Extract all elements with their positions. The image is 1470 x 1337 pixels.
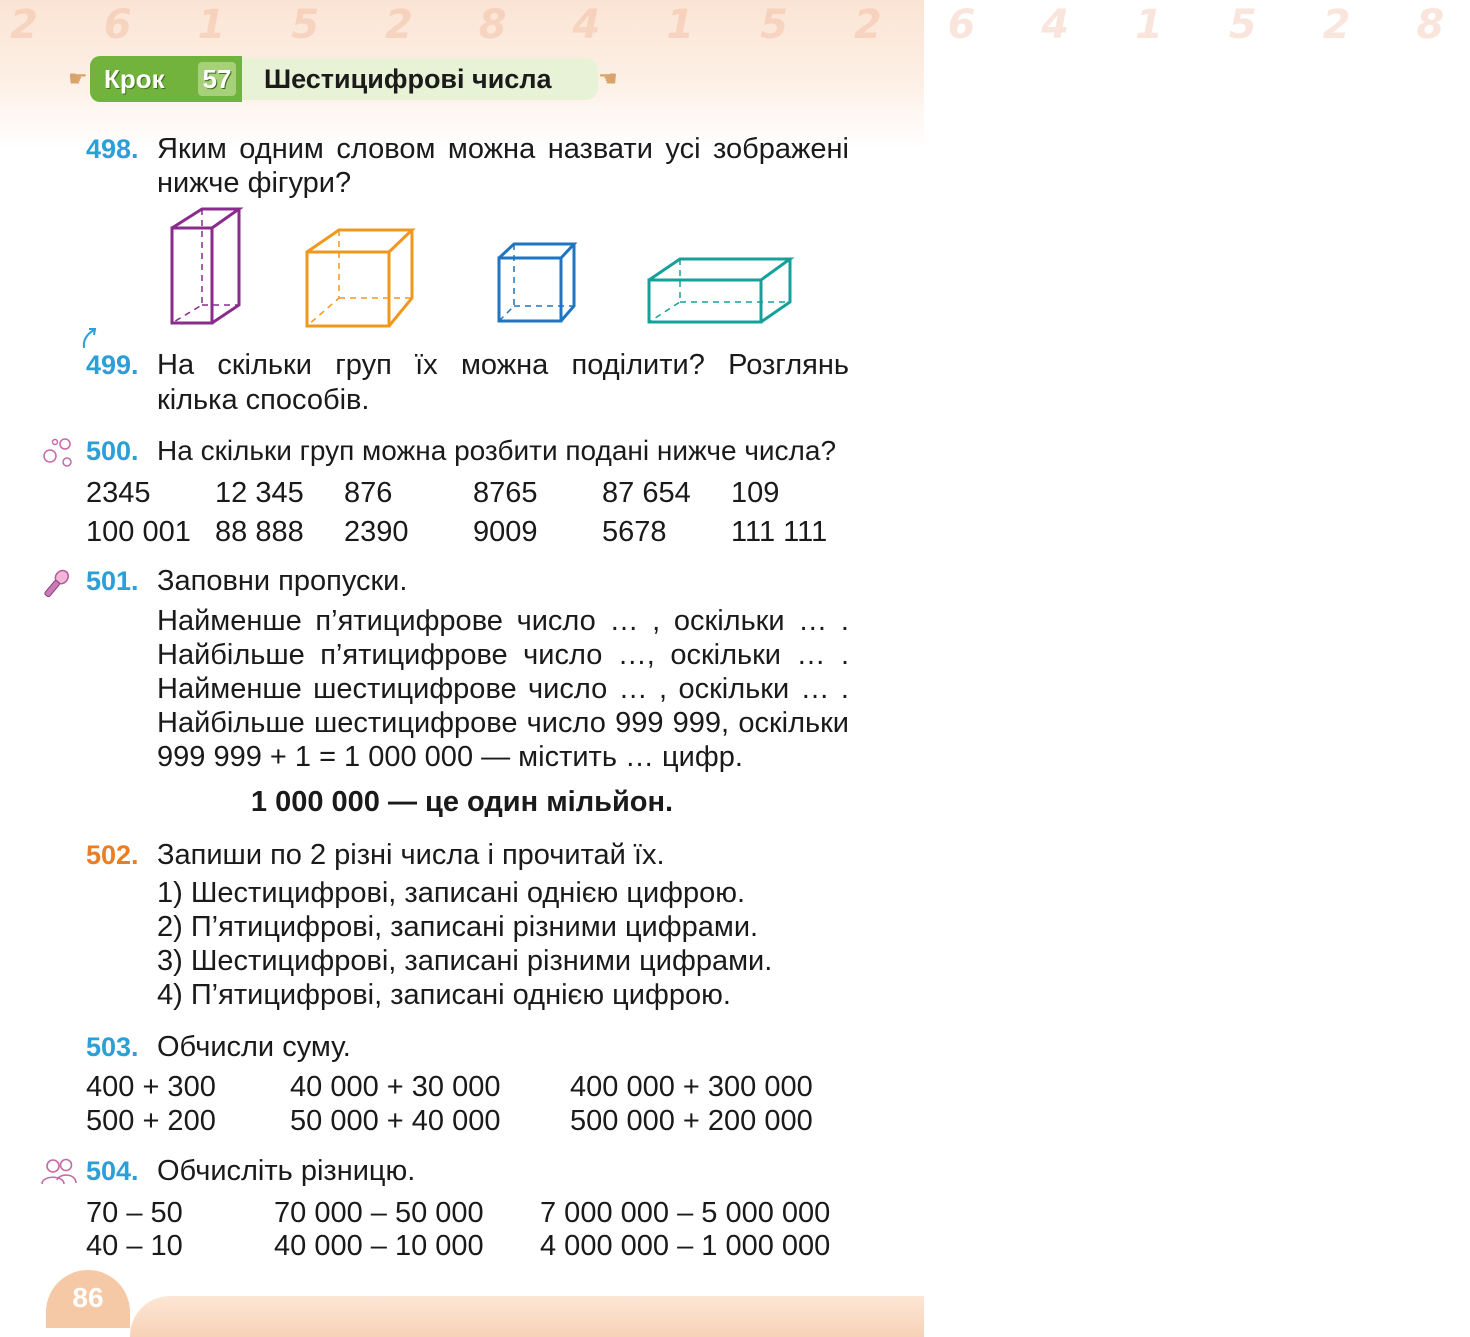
number-item: 8765 [473, 477, 538, 509]
pair-work-icon [40, 1156, 78, 1186]
task-text: Обчисли суму. [157, 1031, 351, 1063]
list-item: 1) Шестицифрові, записані однією цифрою. [157, 877, 746, 909]
fill-in-line: Найменше п’ятицифрове число … , оскільки … . [157, 605, 849, 637]
task-number: 501. [86, 566, 139, 596]
pointing-hand-icon: ☛ [68, 66, 88, 91]
task-number: 502. [86, 840, 139, 870]
expression: 400 + 300 [86, 1071, 216, 1103]
task-number: 498. [86, 134, 139, 164]
expression: 40 000 + 30 000 [290, 1071, 501, 1103]
list-item: 3) Шестицифрові, записані різними цифрами. [157, 945, 773, 977]
number-item: 109 [731, 477, 780, 509]
expression: 70 000 – 50 000 [274, 1197, 484, 1229]
fill-in-line: Найбільше п’ятицифрове число …, оскільки … . [157, 639, 849, 671]
number-item: 9009 [473, 516, 538, 548]
bubbles-icon [40, 434, 76, 470]
task-number: 504. [86, 1156, 139, 1186]
microphone-icon [40, 566, 72, 602]
number-item: 87 654 [602, 477, 691, 509]
list-item: 4) П’ятицифрові, записані однією цифрою. [157, 979, 731, 1011]
task-text-line: Яким одним словом можна назвати усі зображені [157, 133, 849, 165]
orange-box-icon [302, 226, 418, 330]
page-header [68, 56, 618, 102]
task-text: На скільки груп можна розбити подані нижче числа? [157, 435, 837, 466]
task-number: 503. [86, 1032, 139, 1062]
number-item: 5678 [602, 516, 667, 548]
number-item: 111 111 [731, 516, 828, 548]
task-text-line: На скільки груп їх можна поділити? Розглянь [157, 349, 849, 381]
purple-box-icon [165, 205, 245, 327]
teal-box-icon [644, 254, 796, 326]
blue-cube-icon [494, 240, 580, 326]
page-number: 86 [46, 1270, 130, 1328]
curved-arrow-icon [80, 326, 100, 350]
step-number: 57 [198, 62, 236, 96]
task-text: Запиши по 2 різні числа і прочитай їх. [157, 839, 665, 871]
expression: 7 000 000 – 5 000 000 [540, 1197, 831, 1229]
task-text-line: кілька способів. [157, 384, 370, 416]
fill-in-line: Найменше шестицифрове число … , оскільки … . [157, 673, 849, 705]
number-item: 100 001 [86, 516, 191, 548]
step-label: Крок [104, 64, 165, 94]
expression: 70 – 50 [86, 1197, 183, 1229]
pointing-hand-icon: ☚ [598, 66, 618, 91]
step-badge [90, 56, 242, 102]
task-number: 500. [86, 436, 139, 466]
expression: 500 + 200 [86, 1105, 216, 1137]
task-text: Заповни пропуски. [157, 565, 408, 597]
million-rule: 1 000 000 — це один мільйон. [250, 786, 674, 818]
number-item: 2345 [86, 477, 151, 509]
page-title: Шестицифрові числа [264, 64, 552, 94]
number-item: 88 888 [215, 516, 304, 548]
expression: 50 000 + 40 000 [290, 1105, 501, 1137]
bottom-decorative-band [130, 1296, 924, 1337]
expression: 40 000 – 10 000 [274, 1230, 484, 1262]
number-item: 2390 [344, 516, 409, 548]
list-item: 2) П’ятицифрові, записані різними цифрами. [157, 911, 759, 943]
task-text-line: нижче фігури? [157, 167, 352, 199]
number-item: 876 [344, 477, 393, 509]
fill-in-line: 999 999 + 1 = 1 000 000 — містить … цифр. [157, 741, 743, 773]
expression: 4 000 000 – 1 000 000 [540, 1230, 831, 1262]
expression: 400 000 + 300 000 [570, 1071, 813, 1103]
background-digits: 2 6 1 5 2 8 4 1 5 2 6 4 1 5 2 8 [10, 2, 1470, 48]
number-item: 12 345 [215, 477, 304, 509]
expression: 40 – 10 [86, 1230, 183, 1262]
task-number: 499. [86, 350, 139, 380]
expression: 500 000 + 200 000 [570, 1105, 813, 1137]
fill-in-line: Найбільше шестицифрове число 999 999, оскільки [157, 707, 849, 739]
task-text: Обчисліть різницю. [157, 1155, 416, 1187]
